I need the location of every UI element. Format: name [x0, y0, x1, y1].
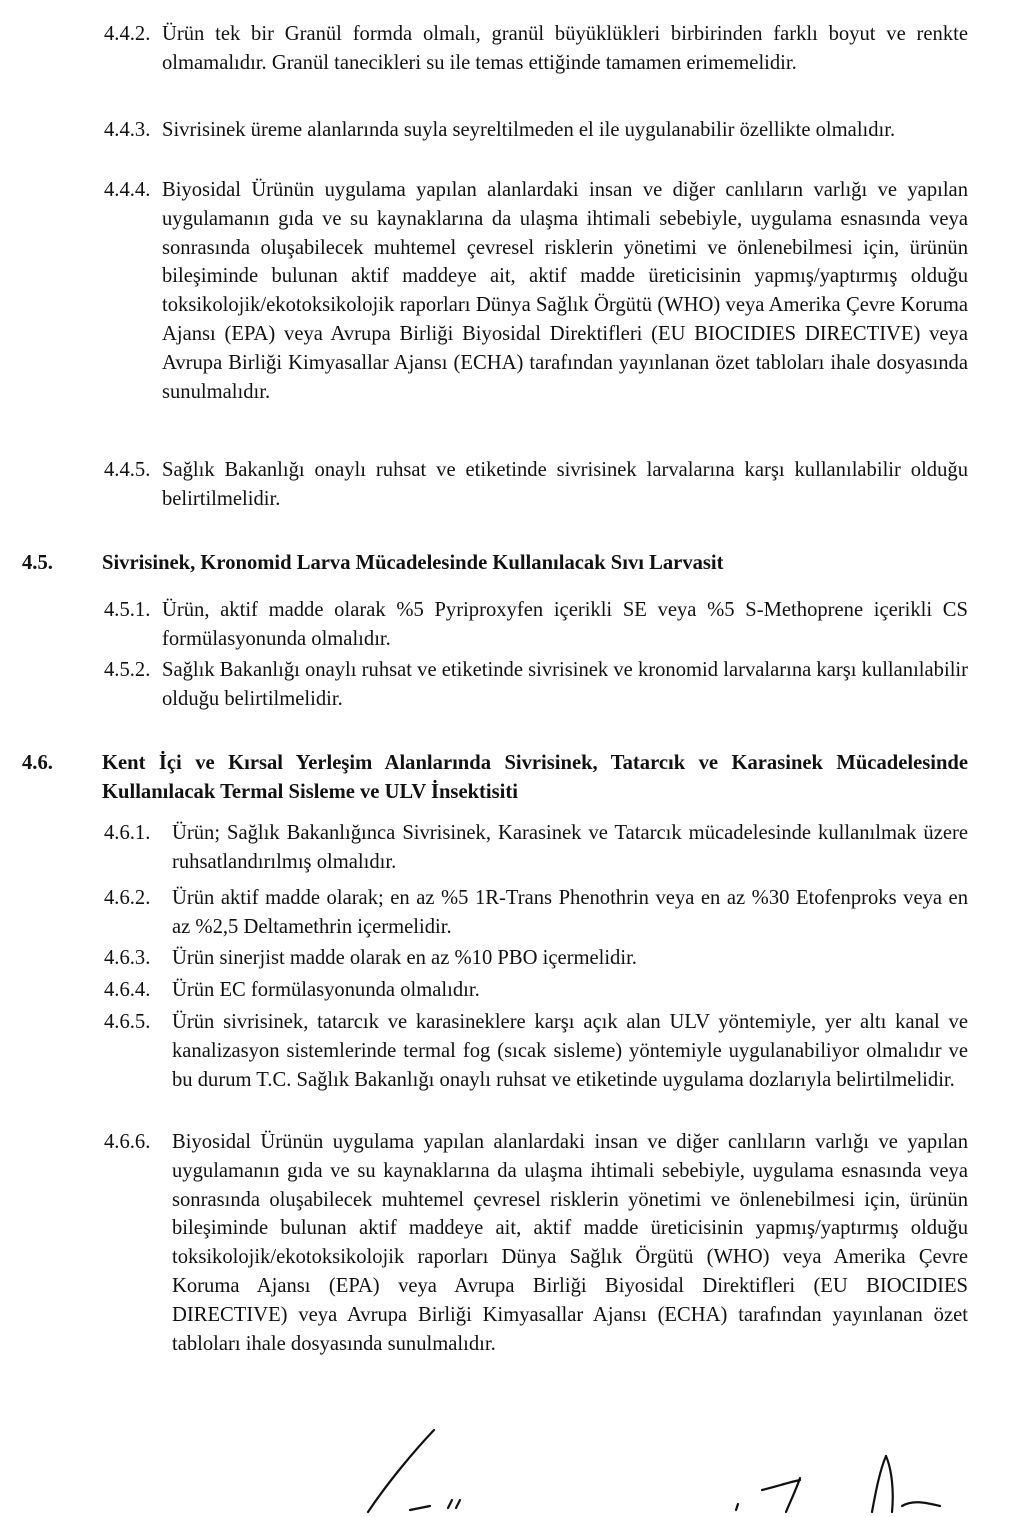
clause-4-4-5 — [0, 456, 968, 514]
section-heading-4-6 — [0, 749, 968, 807]
clause-4-6-3 — [0, 944, 968, 973]
clause-number: 4.4.5. — [104, 459, 151, 481]
clause-text: Biyosidal Ürünün uygulama yapılan alanlardaki insan ve diğer canlıların varlığı ve yapılan uygulamanın gıda ve su kaynaklarına da ulaşma ihtimali sebebiyle, uygulama esnasında veya sonrasında oluşabilecek muhtemel çevresel risklerin yönetimi ve önlenebilmesi için, ürünün bileşiminde bulunan aktif maddeye ait, aktif madde üreticisinin yapmış/yaptırmış olduğu toksikolojik/ekotoksikolojik raporları Dünya Sağlık Örgütü (WHO) veya Amerika Çevre Koruma Ajansı (EPA) veya Avrupa Birliği Biyosidal Direktifleri (EU BIOCIDIES DIRECTIVE) veya Avrupa Birliği Kimyasallar Ajansı (ECHA) tarafından yayınlanan özet tabloları ihale dosyasında sunulmalıdır. — [172, 1131, 968, 1355]
clause-text: Ürün tek bir Granül formda olmalı, granül büyüklükleri birbirinden farklı boyut ve renkte olmamalıdır. Granül tanecikleri su ile temas ettiğinde tamamen erimemelidir. — [162, 23, 968, 74]
clause-text: Ürün aktif madde olarak; en az %5 1R-Trans Phenothrin veya en az %30 Etofenproks veya en az %2,5 Deltamethrin içermelidir. — [172, 887, 968, 938]
signature-1 — [368, 1430, 460, 1512]
clause-number: 4.6.3. — [104, 947, 151, 969]
clause-text: Sağlık Bakanlığı onaylı ruhsat ve etiketinde sivrisinek ve kronomid larvalarına karşı kullanılabilir olduğu belirtilmelidir. — [162, 659, 968, 710]
clause-text: Biyosidal Ürünün uygulama yapılan alanlardaki insan ve diğer canlıların varlığı ve yapılan uygulamanın gıda ve su kaynaklarına da ulaşma ihtimali sebebiyle, uygulama esnasında veya sonrasında oluşabilecek muhtemel çevresel risklerin yönetimi ve önlenebilmesi için, ürünün bileşiminde bulunan aktif maddeye ait, aktif madde üreticisinin yapmış/yaptırmış olduğu toksikolojik/ekotoksikolojik raporları Dünya Sağlık Örgütü (WHO) veya Amerika Çevre Koruma Ajansı (EPA) veya Avrupa Birliği Biyosidal Direktifleri (EU BIOCIDIES DIRECTIVE) veya Avrupa Birliği Kimyasallar Ajansı (ECHA) tarafından yayınlanan özet tabloları ihale dosyasında sunulmalıdır. — [162, 179, 968, 403]
clause-text: Ürün sinerjist madde olarak en az %10 PBO içermelidir. — [172, 947, 637, 969]
clause-text: Ürün sivrisinek, tatarcık ve karasineklere karşı açık alan ULV yöntemiyle, yer altı kanal ve kanalizasyon sistemlerinde termal fog (sıcak sisleme) yöntemiyle uygulanabiliyor olmalıdır ve bu durum T.C. Sağlık Bakanlığı onaylı ruhsat ve etiketinde uygulama dozlarıyla belirtilmelidir. — [172, 1011, 968, 1091]
clause-text: Ürün; Sağlık Bakanlığınca Sivrisinek, Karasinek ve Tatarcık mücadelesinde kullanılmak üzere ruhsatlandırılmış olmalıdır. — [172, 822, 968, 873]
section-heading-4-5 — [0, 549, 968, 578]
clause-text: Sağlık Bakanlığı onaylı ruhsat ve etiketinde sivrisinek larvalarına karşı kullanılabilir olduğu belirtilmelidir. — [162, 459, 968, 510]
clause-4-6-4 — [0, 976, 968, 1005]
section-number: 4.5. — [22, 552, 53, 574]
clause-4-6-1 — [0, 819, 968, 877]
clause-number: 4.6.2. — [104, 887, 151, 909]
clause-4-5-1 — [0, 596, 968, 654]
clause-number: 4.4.4. — [104, 179, 151, 201]
section-title: Kent İçi ve Kırsal Yerleşim Alanlarında Sivrisinek, Tatarcık ve Karasinek Mücadelesinde Kullanılacak Termal Sisleme ve ULV İnsektisiti — [102, 752, 968, 803]
clause-number: 4.4.3. — [104, 119, 151, 141]
clause-number: 4.6.1. — [104, 822, 151, 844]
clause-number: 4.6.6. — [104, 1131, 151, 1153]
clause-number: 4.5.2. — [104, 659, 151, 681]
section-title: Sivrisinek, Kronomid Larva Mücadelesinde Kullanılacak Sıvı Larvasit — [102, 552, 724, 574]
signature-2 — [736, 1478, 800, 1512]
clause-4-6-6 — [0, 1128, 968, 1358]
clause-text: Ürün EC formülasyonunda olmalıdır. — [172, 979, 480, 1001]
clause-4-5-2 — [0, 656, 968, 714]
section-number: 4.6. — [22, 752, 53, 774]
clause-4-4-4 — [0, 176, 968, 406]
signature-area — [0, 1420, 1010, 1517]
clause-4-6-5 — [0, 1008, 968, 1094]
clause-4-6-2 — [0, 884, 968, 942]
clause-4-4-3 — [0, 116, 968, 145]
clause-text: Sivrisinek üreme alanlarında suyla seyreltilmeden el ile uygulanabilir özellikte olmalıdır. — [162, 119, 896, 141]
clause-text: Ürün, aktif madde olarak %5 Pyriproxyfen içerikli SE veya %5 S-Methoprene içerikli CS formülasyonunda olmalıdır. — [162, 599, 968, 650]
clause-number: 4.5.1. — [104, 599, 151, 621]
clause-number: 4.6.5. — [104, 1011, 151, 1033]
clause-number: 4.4.2. — [104, 23, 151, 45]
signature-3 — [872, 1456, 940, 1512]
clause-4-4-2 — [0, 20, 968, 78]
clause-number: 4.6.4. — [104, 979, 151, 1001]
